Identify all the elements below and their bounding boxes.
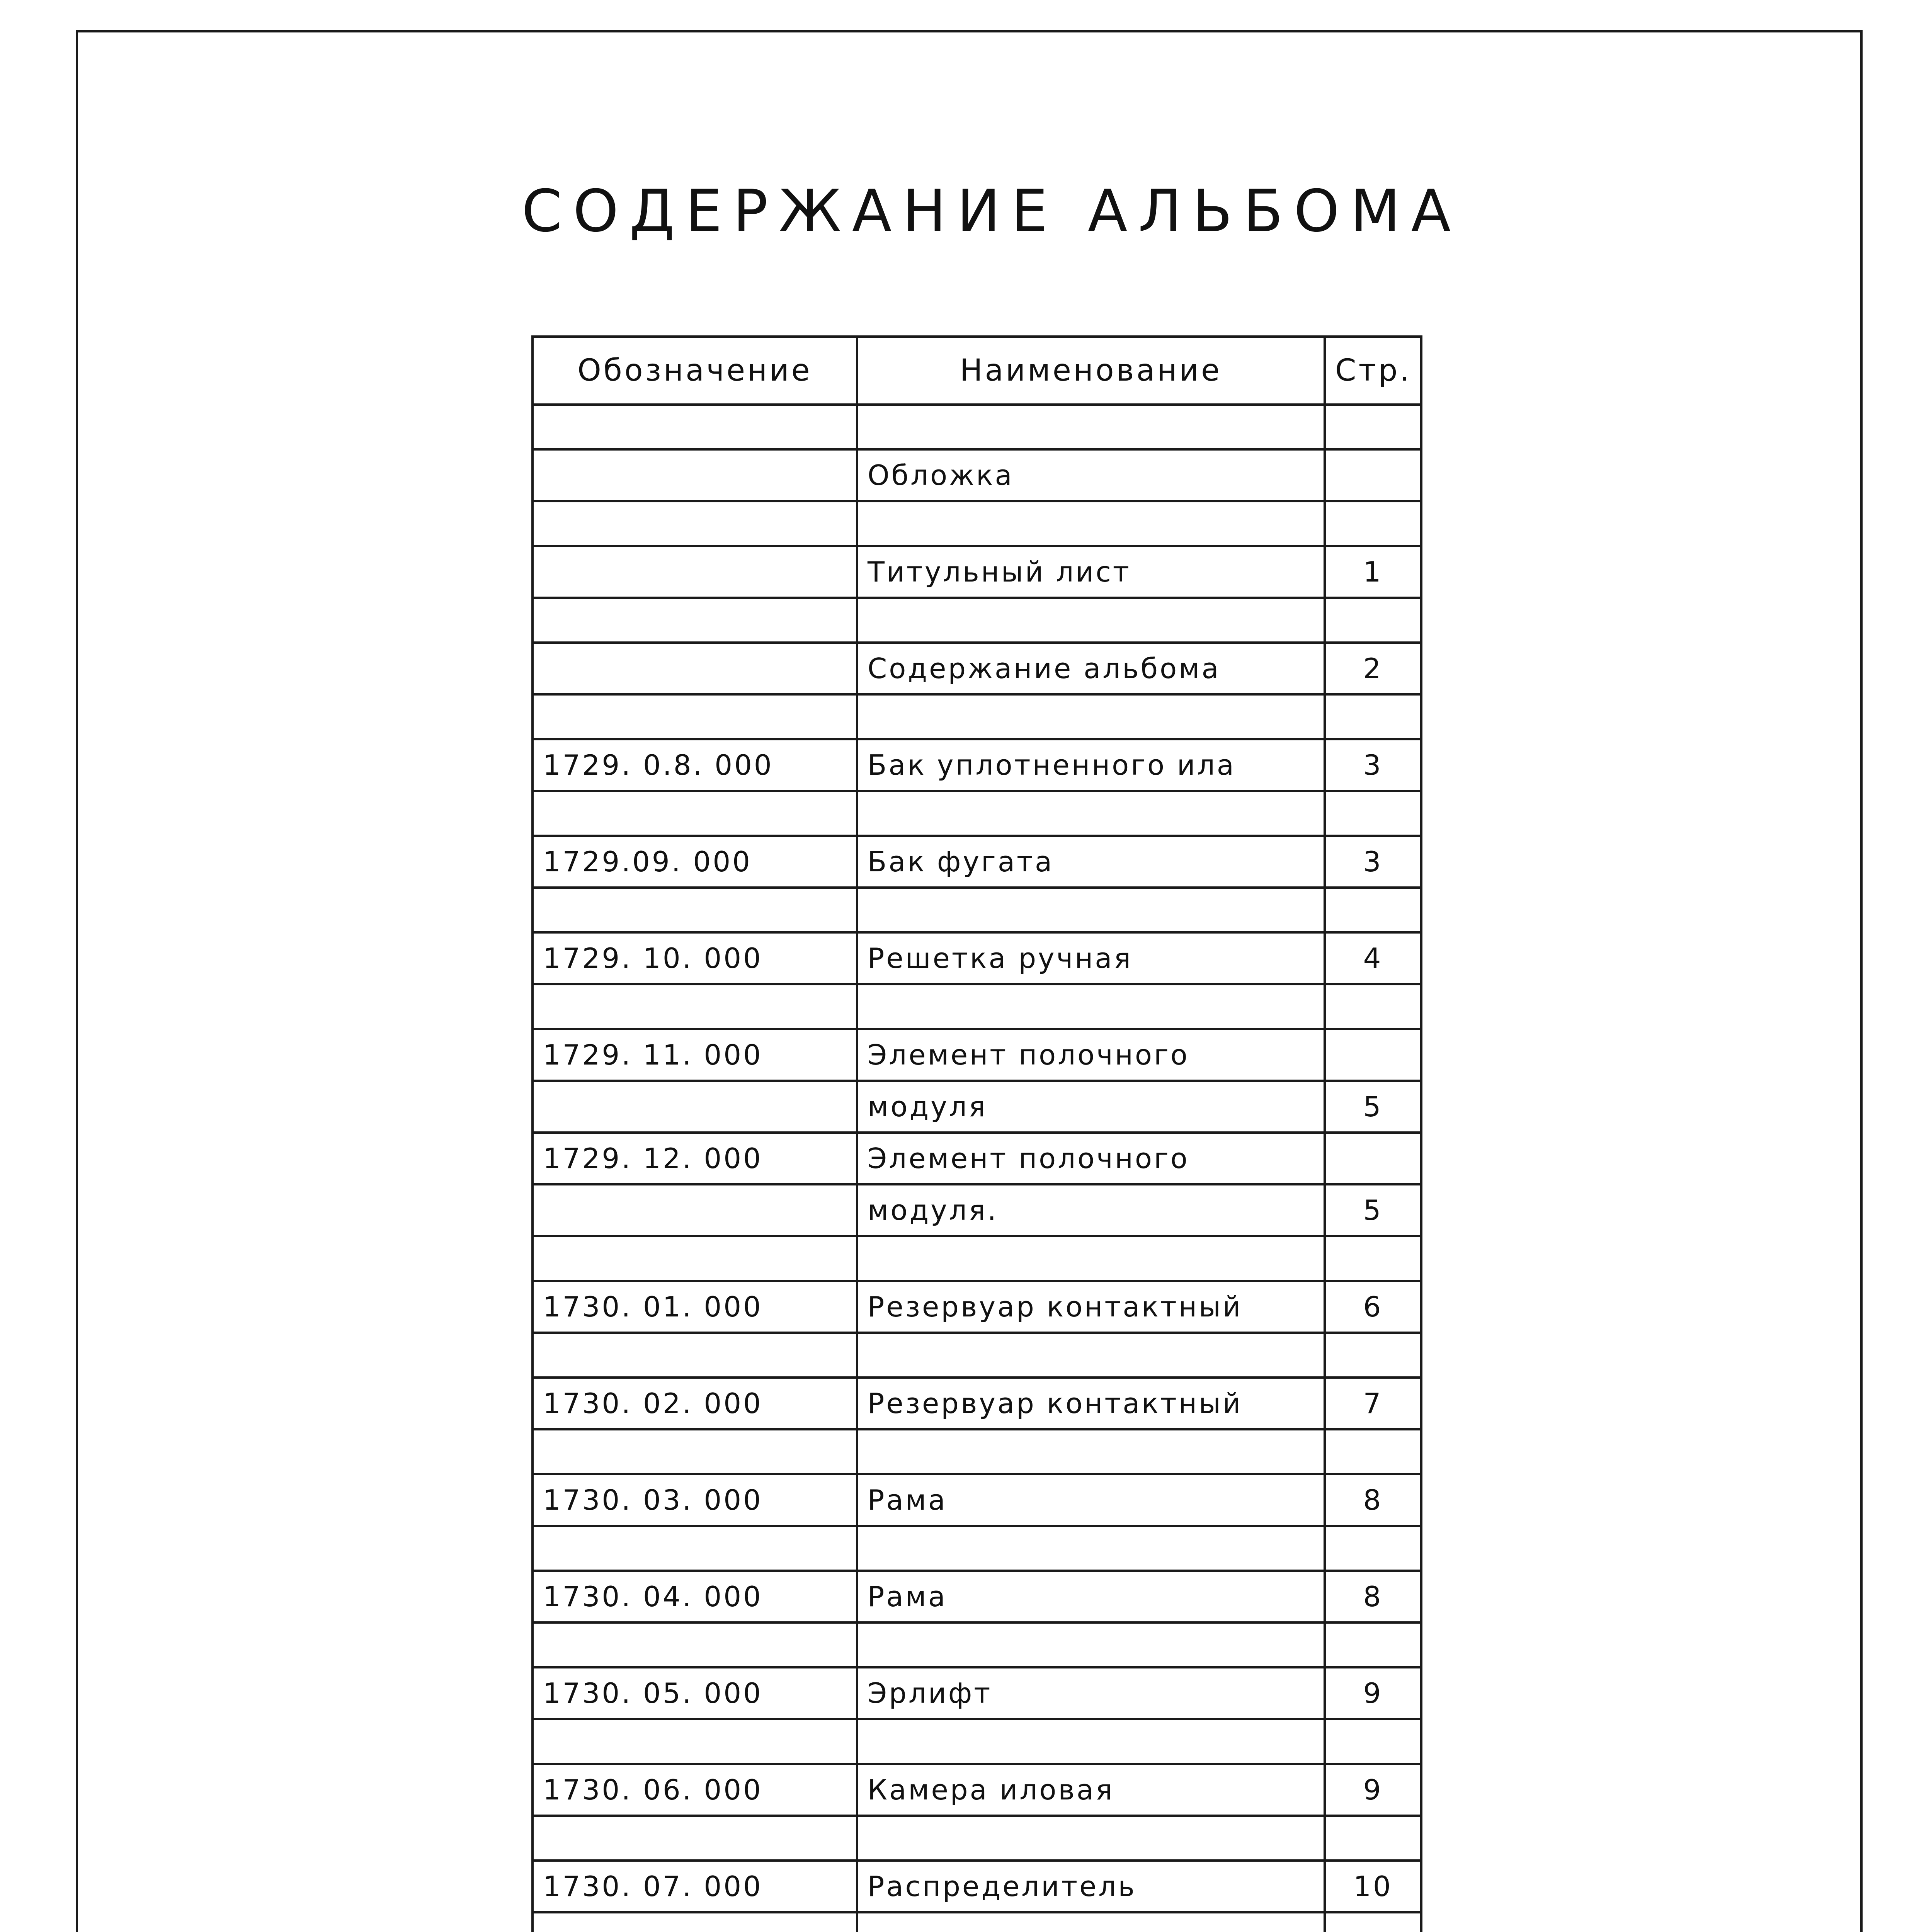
- header-code: Обозначение: [533, 337, 857, 405]
- cell-page: 8: [1325, 1571, 1421, 1622]
- cell-name: [857, 1816, 1325, 1861]
- cell-name: [857, 1429, 1325, 1474]
- cell-page: [1325, 1912, 1421, 1932]
- cell-code: 1729.09. 000: [533, 836, 857, 888]
- cell-code: [533, 694, 857, 739]
- table-row: [533, 1816, 1421, 1861]
- cell-code: 1729. 0.8. 000: [533, 739, 857, 791]
- cell-page: 8: [1325, 1474, 1421, 1526]
- cell-code: 1730. 04. 000: [533, 1571, 857, 1622]
- cell-page: 5: [1325, 1184, 1421, 1236]
- cell-page: 2: [1325, 643, 1421, 694]
- frame-right-border: [1860, 30, 1863, 1932]
- table-row: [533, 1184, 1421, 1236]
- cell-name: Резервуар контактный: [857, 1378, 1325, 1429]
- cell-name: [857, 405, 1325, 449]
- cell-page: [1325, 449, 1421, 501]
- cell-code: 1729. 11. 000: [533, 1029, 857, 1081]
- table-row: [533, 1667, 1421, 1719]
- table-row: [533, 1719, 1421, 1764]
- table-row: [533, 984, 1421, 1029]
- cell-code: [533, 888, 857, 932]
- cell-code: [533, 791, 857, 836]
- cell-name: Элемент полочного: [857, 1029, 1325, 1081]
- table-row: [533, 1474, 1421, 1526]
- cell-code: [533, 1816, 857, 1861]
- table-row: [533, 791, 1421, 836]
- cell-code: [533, 1081, 857, 1133]
- table-row: [533, 694, 1421, 739]
- cell-name: Эрлифт: [857, 1667, 1325, 1719]
- table-row: [533, 643, 1421, 694]
- cell-code: 1729. 12. 000: [533, 1133, 857, 1184]
- cell-page: 5: [1325, 1081, 1421, 1133]
- cell-page: [1325, 984, 1421, 1029]
- cell-name: [857, 1622, 1325, 1667]
- cell-page: [1325, 1622, 1421, 1667]
- header-name: Наименование: [857, 337, 1325, 405]
- cell-page: [1325, 1133, 1421, 1184]
- cell-name: Камера иловая: [857, 1764, 1325, 1816]
- header-page: Стр.: [1325, 337, 1421, 405]
- cell-code: [533, 449, 857, 501]
- cell-code: [533, 405, 857, 449]
- cell-code: [533, 1236, 857, 1281]
- cell-name: Содержание альбома: [857, 643, 1325, 694]
- table-row: [533, 501, 1421, 546]
- cell-page: [1325, 791, 1421, 836]
- table-row: [533, 1861, 1421, 1912]
- table-row: [533, 932, 1421, 984]
- cell-page: 3: [1325, 836, 1421, 888]
- cell-name: [857, 1526, 1325, 1571]
- cell-code: [533, 1912, 857, 1932]
- header-row: [533, 337, 1421, 405]
- cell-code: 1729. 10. 000: [533, 932, 857, 984]
- table-row: [533, 1571, 1421, 1622]
- cell-page: [1325, 1333, 1421, 1378]
- table-row: [533, 546, 1421, 598]
- cell-name: [857, 598, 1325, 643]
- cell-page: [1325, 694, 1421, 739]
- cell-name: Решетка ручная: [857, 932, 1325, 984]
- cell-name: Элемент полочного: [857, 1133, 1325, 1184]
- cell-page: [1325, 1526, 1421, 1571]
- cell-code: [533, 643, 857, 694]
- table-row: [533, 739, 1421, 791]
- cell-code: [533, 501, 857, 546]
- table-row: [533, 1912, 1421, 1932]
- cell-code: 1730. 03. 000: [533, 1474, 857, 1526]
- cell-code: [533, 546, 857, 598]
- cell-page: [1325, 1816, 1421, 1861]
- cell-page: [1325, 1429, 1421, 1474]
- cell-name: [857, 1719, 1325, 1764]
- contents-table: [531, 335, 1422, 1932]
- cell-page: 7: [1325, 1378, 1421, 1429]
- cell-page: 10: [1325, 1861, 1421, 1912]
- cell-name: [857, 1236, 1325, 1281]
- cell-code: [533, 1526, 857, 1571]
- table-body: [533, 405, 1421, 1932]
- table-row: [533, 1764, 1421, 1816]
- cell-code: 1730. 07. 000: [533, 1861, 857, 1912]
- cell-name: Рама: [857, 1571, 1325, 1622]
- cell-code: 1730. 06. 000: [533, 1764, 857, 1816]
- cell-name: модуля.: [857, 1184, 1325, 1236]
- cell-page: [1325, 888, 1421, 932]
- table-row: [533, 888, 1421, 932]
- cell-code: [533, 1622, 857, 1667]
- cell-name: [857, 501, 1325, 546]
- cell-name: Рама: [857, 1474, 1325, 1526]
- cell-code: [533, 1184, 857, 1236]
- cell-name: [857, 1333, 1325, 1378]
- cell-page: 6: [1325, 1281, 1421, 1333]
- cell-name: Титульный лист: [857, 546, 1325, 598]
- table-row: [533, 449, 1421, 501]
- cell-page: [1325, 1719, 1421, 1764]
- page-title: СОДЕРЖАНИЕ АЛЬБОМА: [522, 178, 1462, 245]
- cell-page: [1325, 598, 1421, 643]
- table-header: [533, 337, 1421, 405]
- cell-name: [857, 984, 1325, 1029]
- cell-code: 1730. 01. 000: [533, 1281, 857, 1333]
- table-row: [533, 836, 1421, 888]
- cell-code: [533, 598, 857, 643]
- cell-name: Бак фугата: [857, 836, 1325, 888]
- cell-code: 1730. 02. 000: [533, 1378, 857, 1429]
- cell-name: [857, 1912, 1325, 1932]
- table-row: [533, 1378, 1421, 1429]
- table-row: [533, 1029, 1421, 1081]
- cell-name: Обложка: [857, 449, 1325, 501]
- table-row: [533, 598, 1421, 643]
- frame-left-border: [76, 30, 78, 1932]
- cell-name: модуля: [857, 1081, 1325, 1133]
- table-row: [533, 1281, 1421, 1333]
- cell-page: 3: [1325, 739, 1421, 791]
- cell-page: [1325, 1029, 1421, 1081]
- frame-top-border: [76, 30, 1863, 32]
- table-row: [533, 1333, 1421, 1378]
- cell-name: Резервуар контактный: [857, 1281, 1325, 1333]
- cell-page: 9: [1325, 1667, 1421, 1719]
- cell-code: 1730. 05. 000: [533, 1667, 857, 1719]
- cell-page: [1325, 1236, 1421, 1281]
- table-row: [533, 1429, 1421, 1474]
- cell-page: [1325, 501, 1421, 546]
- cell-code: [533, 1333, 857, 1378]
- cell-page: 9: [1325, 1764, 1421, 1816]
- cell-name: Бак уплотненного ила: [857, 739, 1325, 791]
- table-row: [533, 1526, 1421, 1571]
- cell-code: [533, 1719, 857, 1764]
- table-row: [533, 405, 1421, 449]
- cell-name: [857, 888, 1325, 932]
- cell-name: [857, 694, 1325, 739]
- cell-page: 4: [1325, 932, 1421, 984]
- cell-page: 1: [1325, 546, 1421, 598]
- cell-code: [533, 984, 857, 1029]
- cell-name: [857, 791, 1325, 836]
- table-row: [533, 1133, 1421, 1184]
- table-row: [533, 1622, 1421, 1667]
- cell-name: Распределитель: [857, 1861, 1325, 1912]
- cell-code: [533, 1429, 857, 1474]
- cell-page: [1325, 405, 1421, 449]
- table-row: [533, 1236, 1421, 1281]
- table-row: [533, 1081, 1421, 1133]
